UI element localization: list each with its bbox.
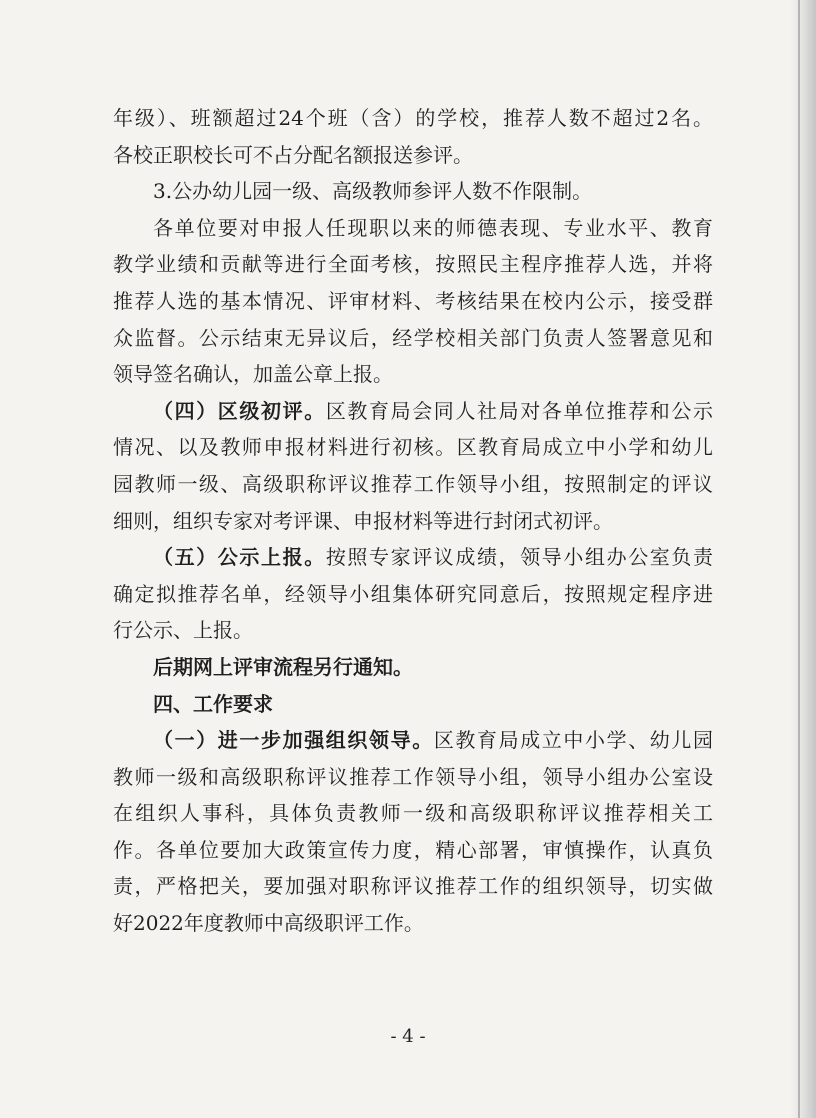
text-run: 区教育局成立中小学、幼儿园: [433, 728, 714, 753]
text-line: 园教师一级、高级职称评议推荐工作领导小组，按照制定的评议: [113, 471, 713, 496]
text-line: [113, 722, 713, 759]
text-line: 各单位要对申报人任现职以来的师德表现、专业水平、教育: [153, 215, 713, 240]
text-line: 确定拟推荐名单，经领导小组集体研究同意后，按照规定程序进: [113, 581, 713, 606]
text-line: 责，严格把关，要加强对职称评议推荐工作的组织领导，切实做: [113, 874, 713, 899]
page-number: - 4 -: [390, 1026, 426, 1047]
section-title-work-requirements: 四、工作要求: [153, 691, 273, 716]
notice-line: 后期网上评审流程另行通知。: [153, 654, 413, 679]
text-line: 好2022年度教师中高级职评工作。: [113, 911, 424, 936]
text-line: 推荐人选的基本情况、评审材料、考核结果在校内公示，接受群: [113, 288, 713, 313]
text-line: 情况、以及教师申报材料进行初核。区教育局成立中小学和幼儿: [113, 435, 713, 460]
text-line: 在组织人事科，具体负责教师一级和高级职称评议推荐相关工: [113, 801, 713, 826]
text-run: 区教育局会同人社局对各单位推荐和公示: [325, 398, 714, 423]
text-line: 领导签名确认，加盖公章上报。: [113, 362, 393, 387]
text-line: [113, 393, 713, 430]
text-run: 按照专家评议成绩，领导小组办公室负责: [325, 545, 714, 570]
text-line: 作。各单位要加大政策宣传力度，精心部署，审慎操作，认真负: [113, 837, 713, 862]
scan-edge-line: [798, 0, 800, 1118]
text-line: 教师一级和高级职称评议推荐工作领导小组，领导小组办公室设: [113, 764, 713, 789]
text-line: 年级）、班额超过24个班（含）的学校，推荐人数不超过2名。: [113, 106, 713, 130]
text-line: 3.公办幼儿园一级、高级教师参评人数不作限制。: [153, 179, 593, 204]
text-line: 众监督。公示结束无异议后，经学校相关部门负责人签署意见和: [113, 325, 713, 350]
section-heading-district-review: （四）区级初评。: [153, 398, 326, 423]
document-body: [113, 100, 713, 942]
text-line: 行公示、上报。: [113, 618, 253, 643]
scan-edge-shadow: [790, 0, 816, 1118]
text-line: [113, 539, 713, 576]
text-line: 各校正职校长可不占分配名额报送参评。: [113, 142, 473, 167]
text-line: 教学业绩和贡献等进行全面考核，按照民主程序推荐人选，并将: [113, 252, 713, 277]
section-heading-leadership: （一）进一步加强组织领导。: [153, 728, 434, 753]
section-heading-publicity: （五）公示上报。: [153, 545, 326, 570]
text-line: 细则，组织专家对考评课、申报材料等进行封闭式初评。: [113, 508, 613, 533]
